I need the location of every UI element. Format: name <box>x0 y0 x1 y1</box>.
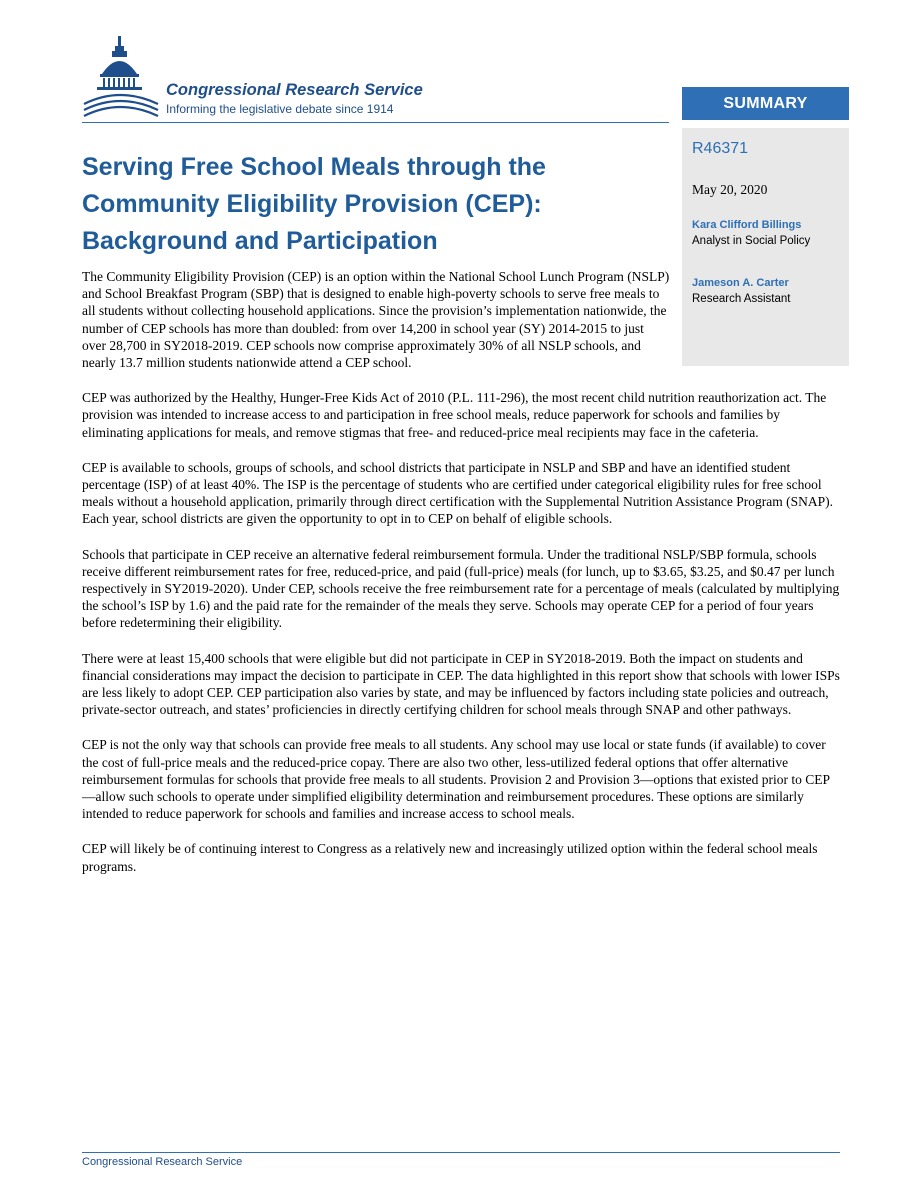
header-divider <box>82 122 669 123</box>
paragraph: CEP was authorized by the Healthy, Hunger-Free Kids Act of 2010 (P.L. 111-296), the most recent child nutrition reauthorization act. The provision was intended to increase access to and participation in free school meals, reduce paperwork for schools and families by eliminating applications for meals, and remove stigmas that free- and reduced-price meal recipients may face in the cafeteria. <box>82 390 827 440</box>
author-role: Research Assistant <box>692 293 791 305</box>
author-name: Jameson A. Carter <box>692 277 789 289</box>
title-line: Community Eligibility Provision (CEP): <box>82 190 542 218</box>
paragraph: CEP is not the only way that schools can provide free meals to all students. Any school may use local or state funds (if available) to cover the cost of full-price meals and the reduced-price copay. There are also two other, less-utilized federal options that offer alternative reimbursement formulas for schools that provide free meals to all students. Provision 2 and Provision 3—options that existed prior to CEP—allow such schools to operate under simplified eligibility determination and reimbursement procedures. These options are similarly intended to reduce paperwork for schools and families and increase access to school meals. <box>82 737 831 822</box>
author-role: Analyst in Social Policy <box>692 235 811 247</box>
footer-divider <box>82 1152 840 1153</box>
report-number: R46371 <box>692 140 749 157</box>
org-tagline: Informing the legislative debate since 1914 <box>166 102 394 116</box>
summary-label: SUMMARY <box>682 87 849 120</box>
crs-logo <box>82 34 502 124</box>
author-name: Kara Clifford Billings <box>692 219 802 231</box>
capitol-dome-icon <box>82 34 162 122</box>
paragraph: The Community Eligibility Provision (CEP) is an option within the National School Lunch Program (NSLP) and School Breakfast Program (SBP) that is designed to enable high-poverty schools to serve free meals to all students without collecting household applications. Since the provision’s implementation nationwide, the number of CEP schools has more than doubled: from over 14,200 in school year (SY) 2014-2015 to just over 28,700 in SY2018-2019. CEP schools now comprise approximately 30% of all NSLP schools, and nearly 13.7 million students nationwide attend a CEP school. <box>82 269 670 371</box>
org-name: Congressional Research Service <box>166 81 423 99</box>
title-line: Serving Free School Meals through the <box>82 153 546 181</box>
footer-org-name: Congressional Research Service <box>82 1156 243 1168</box>
paragraph: Schools that participate in CEP receive an alternative federal reimbursement formula. Under the traditional NSLP/SBP formula, schools receive different reimbursement rates for free, reduced-price, and paid (full-price) meals (for lunch, up to $3.65, $3.25, and $0.47 per lunch respectively in SY2019-2020). Under CEP, schools receive the free reimbursement rate for a percentage of meals (calculated by multiplying the school’s ISP by 1.6) and the paid rate for the remainder of the meals they serve. Schools may operate CEP for a period of four years before redetermining their eligibility. <box>82 546 840 631</box>
title-line: Background and Participation <box>82 227 438 255</box>
report-title <box>82 149 652 260</box>
paragraph: CEP will likely be of continuing interest to Congress as a relatively new and increasingly utilized option within the federal school meals programs. <box>82 841 818 874</box>
paragraph: There were at least 15,400 schools that were eligible but did not participate in CEP in SY2018-2019. Both the impact on students and financial considerations may impact the decision to participate in CEP. The data highlighted in this report show that schools with lower ISPs are less likely to adopt CEP. CEP participation also varies by state, and may be influenced by factors including state policies and outreach, private-sector outreach, and states’ proficiencies in directly certifying children for school meals through SNAP and other pathways. <box>82 650 840 718</box>
author-1 <box>692 218 810 249</box>
summary-body <box>82 268 842 893</box>
report-date: May 20, 2020 <box>692 182 768 197</box>
paragraph: CEP is available to schools, groups of schools, and school districts that participate in NSLP and SBP and have an identified student percentage (ISP) of at least 40%. The ISP is the percentage of students who are certified under categorical eligibility rules for free school meals without a household application, primarily through direct certification with the Supplemental Nutrition Assistance Program (SNAP). Each year, school districts are given the opportunity to opt in to CEP on behalf of eligible schools. <box>82 459 833 527</box>
